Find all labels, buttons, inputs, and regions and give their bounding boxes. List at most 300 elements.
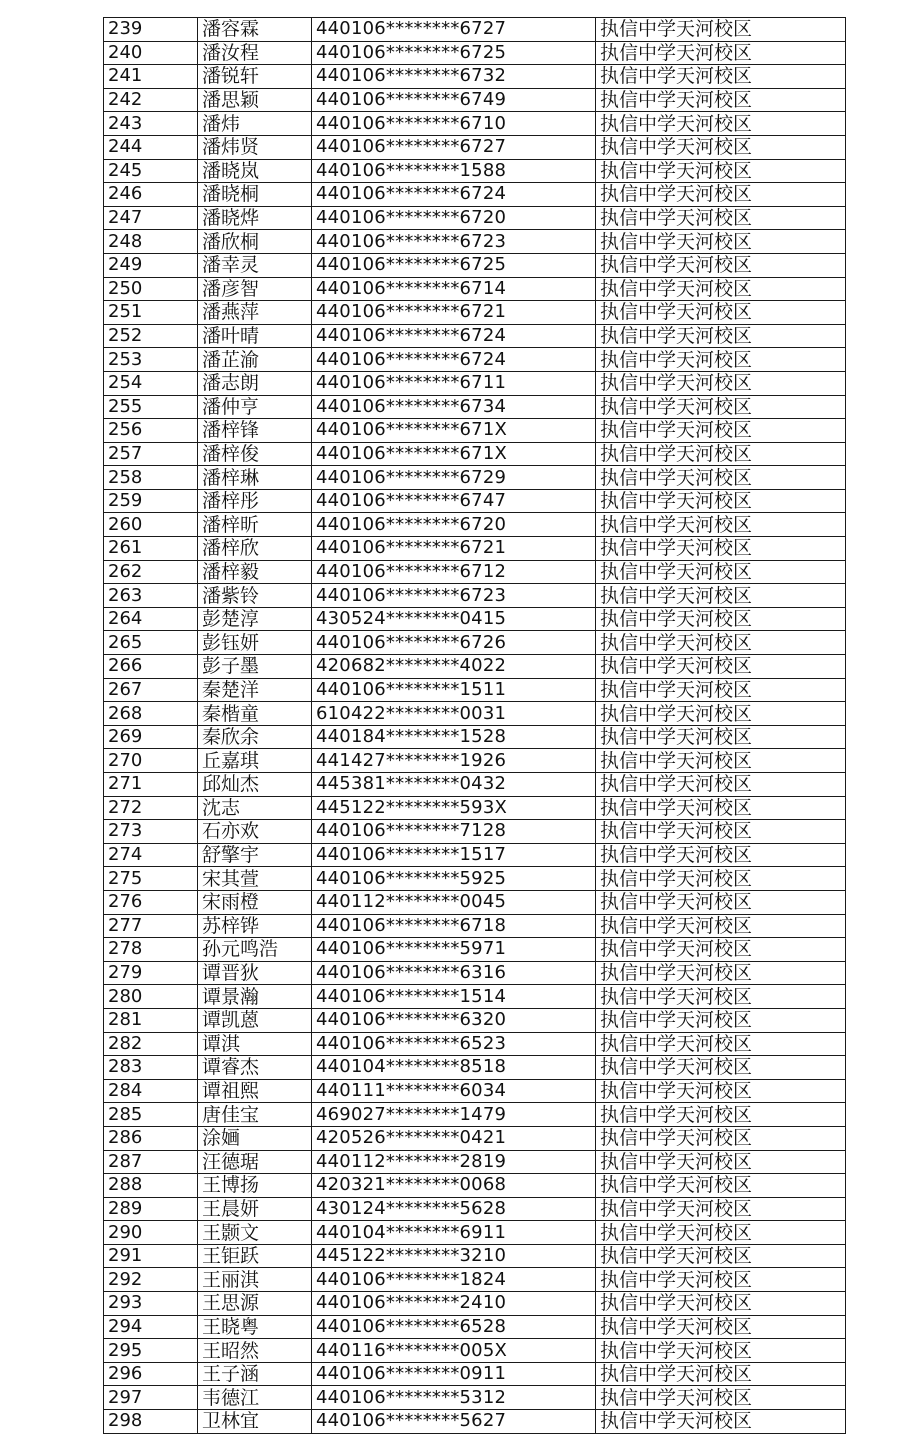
row-number-cell: 280 xyxy=(104,985,198,1009)
table-row xyxy=(104,88,846,112)
row-number-cell: 258 xyxy=(104,466,198,490)
school-cell: 执信中学天河校区 xyxy=(596,112,846,136)
row-number-cell: 245 xyxy=(104,159,198,183)
row-number-cell: 239 xyxy=(104,18,198,42)
student-name-cell: 潘梓彤 xyxy=(198,489,312,513)
table-row xyxy=(104,796,846,820)
table-row xyxy=(104,1126,846,1150)
row-number-cell: 277 xyxy=(104,914,198,938)
id-number-cell: 440106********6723 xyxy=(312,230,596,254)
school-cell: 执信中学天河校区 xyxy=(596,324,846,348)
id-number-cell: 469027********1479 xyxy=(312,1103,596,1127)
row-number-cell: 264 xyxy=(104,607,198,631)
id-number-cell: 440106********6528 xyxy=(312,1315,596,1339)
student-name-cell: 孙元鸣浩 xyxy=(198,938,312,962)
row-number-cell: 251 xyxy=(104,301,198,325)
student-name-cell: 潘梓俊 xyxy=(198,442,312,466)
row-number-cell: 276 xyxy=(104,890,198,914)
table-row xyxy=(104,867,846,891)
table-row xyxy=(104,1221,846,1245)
id-number-cell: 440106********5627 xyxy=(312,1410,596,1434)
row-number-cell: 288 xyxy=(104,1174,198,1198)
row-number-cell: 293 xyxy=(104,1292,198,1316)
row-number-cell: 268 xyxy=(104,702,198,726)
row-number-cell: 271 xyxy=(104,773,198,797)
student-name-cell: 宋雨橙 xyxy=(198,890,312,914)
table-row xyxy=(104,301,846,325)
school-cell: 执信中学天河校区 xyxy=(596,702,846,726)
table-row xyxy=(104,702,846,726)
student-name-cell: 韦德江 xyxy=(198,1386,312,1410)
id-number-cell: 440106********6718 xyxy=(312,914,596,938)
student-name-cell: 王子涵 xyxy=(198,1362,312,1386)
student-name-cell: 潘紫铃 xyxy=(198,584,312,608)
table-row xyxy=(104,607,846,631)
row-number-cell: 267 xyxy=(104,678,198,702)
school-cell: 执信中学天河校区 xyxy=(596,985,846,1009)
school-cell: 执信中学天河校区 xyxy=(596,560,846,584)
table-row xyxy=(104,206,846,230)
row-number-cell: 260 xyxy=(104,513,198,537)
id-number-cell: 440106********6727 xyxy=(312,18,596,42)
row-number-cell: 246 xyxy=(104,183,198,207)
school-cell: 执信中学天河校区 xyxy=(596,607,846,631)
row-number-cell: 284 xyxy=(104,1079,198,1103)
school-cell: 执信中学天河校区 xyxy=(596,513,846,537)
id-number-cell: 440106********6320 xyxy=(312,1008,596,1032)
school-cell: 执信中学天河校区 xyxy=(596,442,846,466)
row-number-cell: 282 xyxy=(104,1032,198,1056)
school-cell: 执信中学天河校区 xyxy=(596,1103,846,1127)
school-cell: 执信中学天河校区 xyxy=(596,1339,846,1363)
table-row xyxy=(104,324,846,348)
table-row xyxy=(104,41,846,65)
school-cell: 执信中学天河校区 xyxy=(596,1410,846,1434)
school-cell: 执信中学天河校区 xyxy=(596,1386,846,1410)
student-name-cell: 彭钰妍 xyxy=(198,631,312,655)
student-name-cell: 王颢文 xyxy=(198,1221,312,1245)
student-name-cell: 王晓粤 xyxy=(198,1315,312,1339)
school-cell: 执信中学天河校区 xyxy=(596,1150,846,1174)
school-cell: 执信中学天河校区 xyxy=(596,1126,846,1150)
row-number-cell: 291 xyxy=(104,1244,198,1268)
school-cell: 执信中学天河校区 xyxy=(596,938,846,962)
row-number-cell: 274 xyxy=(104,843,198,867)
row-number-cell: 270 xyxy=(104,749,198,773)
student-name-cell: 丘嘉琪 xyxy=(198,749,312,773)
row-number-cell: 256 xyxy=(104,419,198,443)
school-cell: 执信中学天河校区 xyxy=(596,631,846,655)
table-row xyxy=(104,1244,846,1268)
school-cell: 执信中学天河校区 xyxy=(596,773,846,797)
id-number-cell: 440106********6711 xyxy=(312,371,596,395)
table-row xyxy=(104,1292,846,1316)
row-number-cell: 263 xyxy=(104,584,198,608)
school-cell: 执信中学天河校区 xyxy=(596,395,846,419)
student-name-cell: 潘燕萍 xyxy=(198,301,312,325)
table-row xyxy=(104,1268,846,1292)
row-number-cell: 242 xyxy=(104,88,198,112)
school-cell: 执信中学天河校区 xyxy=(596,1032,846,1056)
id-number-cell: 440106********6749 xyxy=(312,88,596,112)
id-number-cell: 440106********5312 xyxy=(312,1386,596,1410)
student-name-cell: 谭晋狄 xyxy=(198,961,312,985)
table-row xyxy=(104,159,846,183)
id-number-cell: 440106********1514 xyxy=(312,985,596,1009)
table-row xyxy=(104,1174,846,1198)
student-name-cell: 潘炜贤 xyxy=(198,135,312,159)
school-cell: 执信中学天河校区 xyxy=(596,159,846,183)
school-cell: 执信中学天河校区 xyxy=(596,843,846,867)
student-name-cell: 潘梓锋 xyxy=(198,419,312,443)
table-row xyxy=(104,1008,846,1032)
row-number-cell: 294 xyxy=(104,1315,198,1339)
school-cell: 执信中学天河校区 xyxy=(596,1079,846,1103)
id-number-cell: 440104********6911 xyxy=(312,1221,596,1245)
school-cell: 执信中学天河校区 xyxy=(596,655,846,679)
id-number-cell: 440106********0911 xyxy=(312,1362,596,1386)
school-cell: 执信中学天河校区 xyxy=(596,1292,846,1316)
school-cell: 执信中学天河校区 xyxy=(596,796,846,820)
table-row xyxy=(104,1315,846,1339)
school-cell: 执信中学天河校区 xyxy=(596,749,846,773)
school-cell: 执信中学天河校区 xyxy=(596,41,846,65)
id-number-cell: 440106********6721 xyxy=(312,537,596,561)
row-number-cell: 297 xyxy=(104,1386,198,1410)
id-number-cell: 440106********671X xyxy=(312,442,596,466)
row-number-cell: 279 xyxy=(104,961,198,985)
id-number-cell: 440106********6710 xyxy=(312,112,596,136)
table-row xyxy=(104,725,846,749)
school-cell: 执信中学天河校区 xyxy=(596,88,846,112)
id-number-cell: 440106********2410 xyxy=(312,1292,596,1316)
table-row xyxy=(104,1197,846,1221)
row-number-cell: 249 xyxy=(104,253,198,277)
row-number-cell: 286 xyxy=(104,1126,198,1150)
student-name-cell: 潘志朗 xyxy=(198,371,312,395)
row-number-cell: 275 xyxy=(104,867,198,891)
table-row xyxy=(104,1386,846,1410)
row-number-cell: 269 xyxy=(104,725,198,749)
row-number-cell: 255 xyxy=(104,395,198,419)
id-number-cell: 440106********6720 xyxy=(312,513,596,537)
table-row xyxy=(104,395,846,419)
student-name-cell: 潘晓烨 xyxy=(198,206,312,230)
row-number-cell: 278 xyxy=(104,938,198,962)
row-number-cell: 252 xyxy=(104,324,198,348)
student-name-cell: 王晨妍 xyxy=(198,1197,312,1221)
id-number-cell: 440184********1528 xyxy=(312,725,596,749)
school-cell: 执信中学天河校区 xyxy=(596,419,846,443)
student-name-cell: 潘仲亨 xyxy=(198,395,312,419)
row-number-cell: 254 xyxy=(104,371,198,395)
table-row xyxy=(104,135,846,159)
id-number-cell: 445122********3210 xyxy=(312,1244,596,1268)
table-row xyxy=(104,938,846,962)
student-name-cell: 潘梓欣 xyxy=(198,537,312,561)
row-number-cell: 265 xyxy=(104,631,198,655)
id-number-cell: 420321********0068 xyxy=(312,1174,596,1198)
id-number-cell: 440106********7128 xyxy=(312,820,596,844)
row-number-cell: 253 xyxy=(104,348,198,372)
row-number-cell: 287 xyxy=(104,1150,198,1174)
table-row xyxy=(104,18,846,42)
table-body xyxy=(104,18,846,1434)
table-row xyxy=(104,843,846,867)
id-number-cell: 440106********6726 xyxy=(312,631,596,655)
table-row xyxy=(104,1079,846,1103)
student-name-cell: 沈志 xyxy=(198,796,312,820)
row-number-cell: 240 xyxy=(104,41,198,65)
table-row xyxy=(104,466,846,490)
row-number-cell: 261 xyxy=(104,537,198,561)
student-name-cell: 王丽淇 xyxy=(198,1268,312,1292)
table-row xyxy=(104,183,846,207)
id-number-cell: 440106********6727 xyxy=(312,135,596,159)
table-row xyxy=(104,277,846,301)
school-cell: 执信中学天河校区 xyxy=(596,253,846,277)
school-cell: 执信中学天河校区 xyxy=(596,1174,846,1198)
student-name-cell: 谭景瀚 xyxy=(198,985,312,1009)
id-number-cell: 440112********2819 xyxy=(312,1150,596,1174)
school-cell: 执信中学天河校区 xyxy=(596,277,846,301)
school-cell: 执信中学天河校区 xyxy=(596,678,846,702)
school-cell: 执信中学天河校区 xyxy=(596,890,846,914)
id-number-cell: 610422********0031 xyxy=(312,702,596,726)
id-number-cell: 440106********6747 xyxy=(312,489,596,513)
row-number-cell: 289 xyxy=(104,1197,198,1221)
row-number-cell: 241 xyxy=(104,65,198,89)
id-number-cell: 440106********6523 xyxy=(312,1032,596,1056)
id-number-cell: 440106********1588 xyxy=(312,159,596,183)
table-row xyxy=(104,655,846,679)
id-number-cell: 440106********6721 xyxy=(312,301,596,325)
school-cell: 执信中学天河校区 xyxy=(596,1008,846,1032)
student-name-cell: 卫林宜 xyxy=(198,1410,312,1434)
id-number-cell: 440106********6724 xyxy=(312,324,596,348)
school-cell: 执信中学天河校区 xyxy=(596,1197,846,1221)
student-name-cell: 秦楚洋 xyxy=(198,678,312,702)
school-cell: 执信中学天河校区 xyxy=(596,489,846,513)
row-number-cell: 259 xyxy=(104,489,198,513)
school-cell: 执信中学天河校区 xyxy=(596,135,846,159)
school-cell: 执信中学天河校区 xyxy=(596,820,846,844)
table-row xyxy=(104,230,846,254)
student-name-cell: 谭祖熙 xyxy=(198,1079,312,1103)
student-name-cell: 潘汝程 xyxy=(198,41,312,65)
table-row xyxy=(104,489,846,513)
row-number-cell: 248 xyxy=(104,230,198,254)
table-row xyxy=(104,371,846,395)
row-number-cell: 266 xyxy=(104,655,198,679)
table-row xyxy=(104,820,846,844)
school-cell: 执信中学天河校区 xyxy=(596,301,846,325)
school-cell: 执信中学天河校区 xyxy=(596,1268,846,1292)
student-name-cell: 潘彦智 xyxy=(198,277,312,301)
table-row xyxy=(104,112,846,136)
id-number-cell: 440106********1511 xyxy=(312,678,596,702)
row-number-cell: 257 xyxy=(104,442,198,466)
school-cell: 执信中学天河校区 xyxy=(596,1244,846,1268)
id-number-cell: 440106********6725 xyxy=(312,253,596,277)
student-name-cell: 邱灿杰 xyxy=(198,773,312,797)
student-name-cell: 舒擎宇 xyxy=(198,843,312,867)
student-name-cell: 潘幸灵 xyxy=(198,253,312,277)
table-row xyxy=(104,1339,846,1363)
student-name-cell: 秦欣余 xyxy=(198,725,312,749)
student-name-cell: 谭睿杰 xyxy=(198,1056,312,1080)
table-row xyxy=(104,773,846,797)
id-number-cell: 440111********6034 xyxy=(312,1079,596,1103)
student-name-cell: 潘晓桐 xyxy=(198,183,312,207)
row-number-cell: 285 xyxy=(104,1103,198,1127)
table-row xyxy=(104,1103,846,1127)
school-cell: 执信中学天河校区 xyxy=(596,466,846,490)
id-number-cell: 430524********0415 xyxy=(312,607,596,631)
school-cell: 执信中学天河校区 xyxy=(596,206,846,230)
school-cell: 执信中学天河校区 xyxy=(596,584,846,608)
school-cell: 执信中学天河校区 xyxy=(596,1315,846,1339)
student-name-cell: 宋其萱 xyxy=(198,867,312,891)
id-number-cell: 440112********0045 xyxy=(312,890,596,914)
table-row xyxy=(104,560,846,584)
table-row xyxy=(104,1056,846,1080)
id-number-cell: 440106********5925 xyxy=(312,867,596,891)
table-row xyxy=(104,584,846,608)
student-name-cell: 王钜跃 xyxy=(198,1244,312,1268)
id-number-cell: 440116********005X xyxy=(312,1339,596,1363)
student-name-cell: 王昭然 xyxy=(198,1339,312,1363)
student-name-cell: 潘炜 xyxy=(198,112,312,136)
id-number-cell: 440104********8518 xyxy=(312,1056,596,1080)
school-cell: 执信中学天河校区 xyxy=(596,230,846,254)
id-number-cell: 430124********5628 xyxy=(312,1197,596,1221)
row-number-cell: 292 xyxy=(104,1268,198,1292)
row-number-cell: 295 xyxy=(104,1339,198,1363)
table-row xyxy=(104,1410,846,1434)
student-name-cell: 谭淇 xyxy=(198,1032,312,1056)
school-cell: 执信中学天河校区 xyxy=(596,348,846,372)
school-cell: 执信中学天河校区 xyxy=(596,65,846,89)
table-row xyxy=(104,419,846,443)
table-row xyxy=(104,985,846,1009)
student-name-cell: 潘梓昕 xyxy=(198,513,312,537)
school-cell: 执信中学天河校区 xyxy=(596,961,846,985)
id-number-cell: 440106********6729 xyxy=(312,466,596,490)
student-name-cell: 潘梓琳 xyxy=(198,466,312,490)
id-number-cell: 440106********6734 xyxy=(312,395,596,419)
id-number-cell: 440106********6712 xyxy=(312,560,596,584)
row-number-cell: 273 xyxy=(104,820,198,844)
row-number-cell: 247 xyxy=(104,206,198,230)
row-number-cell: 290 xyxy=(104,1221,198,1245)
school-cell: 执信中学天河校区 xyxy=(596,537,846,561)
row-number-cell: 283 xyxy=(104,1056,198,1080)
student-name-cell: 潘容霖 xyxy=(198,18,312,42)
id-number-cell: 440106********6723 xyxy=(312,584,596,608)
id-number-cell: 440106********1824 xyxy=(312,1268,596,1292)
id-number-cell: 440106********6725 xyxy=(312,41,596,65)
id-number-cell: 440106********6720 xyxy=(312,206,596,230)
student-name-cell: 谭凯蒽 xyxy=(198,1008,312,1032)
student-list-table xyxy=(103,17,846,1434)
student-name-cell: 潘欣桐 xyxy=(198,230,312,254)
row-number-cell: 244 xyxy=(104,135,198,159)
table-row xyxy=(104,1150,846,1174)
id-number-cell: 440106********6724 xyxy=(312,348,596,372)
student-name-cell: 潘叶晴 xyxy=(198,324,312,348)
student-name-cell: 苏梓铧 xyxy=(198,914,312,938)
id-number-cell: 440106********6732 xyxy=(312,65,596,89)
student-name-cell: 潘锐轩 xyxy=(198,65,312,89)
school-cell: 执信中学天河校区 xyxy=(596,18,846,42)
school-cell: 执信中学天河校区 xyxy=(596,1362,846,1386)
table-row xyxy=(104,678,846,702)
row-number-cell: 243 xyxy=(104,112,198,136)
table-row xyxy=(104,749,846,773)
table-row xyxy=(104,914,846,938)
table-row xyxy=(104,348,846,372)
row-number-cell: 281 xyxy=(104,1008,198,1032)
student-name-cell: 潘梓毅 xyxy=(198,560,312,584)
table-row xyxy=(104,537,846,561)
table-row xyxy=(104,1032,846,1056)
table-row xyxy=(104,961,846,985)
table-row xyxy=(104,442,846,466)
student-name-cell: 石亦欢 xyxy=(198,820,312,844)
id-number-cell: 440106********6316 xyxy=(312,961,596,985)
school-cell: 执信中学天河校区 xyxy=(596,371,846,395)
id-number-cell: 441427********1926 xyxy=(312,749,596,773)
school-cell: 执信中学天河校区 xyxy=(596,867,846,891)
row-number-cell: 296 xyxy=(104,1362,198,1386)
table-row xyxy=(104,513,846,537)
student-name-cell: 王博扬 xyxy=(198,1174,312,1198)
student-name-cell: 彭楚淳 xyxy=(198,607,312,631)
school-cell: 执信中学天河校区 xyxy=(596,914,846,938)
school-cell: 执信中学天河校区 xyxy=(596,1056,846,1080)
student-name-cell: 潘晓岚 xyxy=(198,159,312,183)
row-number-cell: 272 xyxy=(104,796,198,820)
row-number-cell: 250 xyxy=(104,277,198,301)
school-cell: 执信中学天河校区 xyxy=(596,1221,846,1245)
student-name-cell: 秦楷童 xyxy=(198,702,312,726)
student-name-cell: 彭子墨 xyxy=(198,655,312,679)
school-cell: 执信中学天河校区 xyxy=(596,183,846,207)
row-number-cell: 298 xyxy=(104,1410,198,1434)
id-number-cell: 445381********0432 xyxy=(312,773,596,797)
student-name-cell: 唐佳宝 xyxy=(198,1103,312,1127)
student-name-cell: 涂婳 xyxy=(198,1126,312,1150)
id-number-cell: 440106********1517 xyxy=(312,843,596,867)
table-row xyxy=(104,65,846,89)
table-row xyxy=(104,1362,846,1386)
student-name-cell: 王思源 xyxy=(198,1292,312,1316)
table-row xyxy=(104,253,846,277)
student-name-cell: 汪德琚 xyxy=(198,1150,312,1174)
student-name-cell: 潘思颖 xyxy=(198,88,312,112)
id-number-cell: 440106********671X xyxy=(312,419,596,443)
table-row xyxy=(104,890,846,914)
student-name-cell: 潘芷渝 xyxy=(198,348,312,372)
school-cell: 执信中学天河校区 xyxy=(596,725,846,749)
id-number-cell: 440106********6724 xyxy=(312,183,596,207)
id-number-cell: 420682********4022 xyxy=(312,655,596,679)
id-number-cell: 445122********593X xyxy=(312,796,596,820)
id-number-cell: 420526********0421 xyxy=(312,1126,596,1150)
id-number-cell: 440106********5971 xyxy=(312,938,596,962)
table-row xyxy=(104,631,846,655)
